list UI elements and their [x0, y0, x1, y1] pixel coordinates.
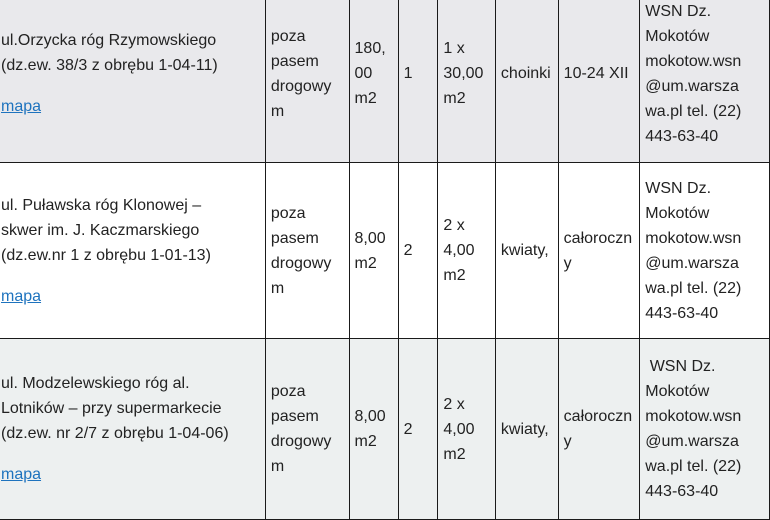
contact-line: 443-63-40	[645, 304, 719, 322]
placement-line: poza	[270, 383, 306, 400]
contact-line: WSN Dz.	[645, 358, 716, 375]
placement-line: pasem	[270, 408, 319, 425]
placement-line: m	[270, 458, 285, 475]
location-line: ul.Orzycka róg Rzymowskiego	[1, 32, 217, 49]
period-line: y	[563, 254, 572, 272]
area-line: m2	[354, 90, 377, 107]
placement-line: pasem	[270, 229, 319, 247]
map-link[interactable]: mapa	[1, 98, 42, 115]
size-line: 2 x	[443, 395, 465, 413]
location-line: skwer im. J. Kaczmarskiego	[1, 221, 200, 239]
placement-line: drogowy	[270, 254, 332, 272]
contact-line: @um.warsza	[645, 254, 739, 272]
contact-line: mokotow.wsn	[645, 52, 742, 70]
size-line: 4,00	[443, 420, 475, 438]
goods-value: choinki	[500, 65, 551, 82]
area-line: 00	[354, 65, 373, 82]
location-cell	[0, 163, 265, 339]
area-line: m2	[354, 254, 377, 272]
placement-cell	[265, 339, 349, 520]
placement-cell	[265, 163, 349, 339]
goods-cell	[495, 0, 558, 163]
size-cell	[438, 163, 496, 339]
size-line: 2 x	[443, 217, 465, 234]
area-cell	[349, 163, 398, 339]
goods-value: kwiaty,	[500, 420, 549, 438]
placement-line: poza	[270, 204, 306, 222]
placement-line: drogowy	[270, 433, 332, 450]
contact-line: Mokotów	[645, 204, 710, 222]
placement-line: pasem	[270, 52, 319, 70]
size-line: 30,00	[443, 65, 484, 82]
area-line: 8,00	[354, 408, 386, 425]
contact-line: 443-63-40	[645, 483, 719, 500]
location-line: (dz.ew. nr 2/7 z obrębu 1-04-06)	[1, 425, 229, 442]
contact-line: @um.warsza	[645, 433, 739, 450]
location-line: (dz.ew. 38/3 z obrębu 1-04-11)	[1, 57, 218, 74]
map-link[interactable]: mapa	[1, 466, 42, 483]
size-cell	[438, 0, 496, 163]
location-cell	[0, 339, 265, 520]
contact-line: Mokotów	[645, 383, 710, 400]
period-cell	[558, 163, 640, 339]
contact-line: wa.pl tel. (22)	[645, 102, 742, 120]
count-value: 2	[403, 420, 413, 438]
goods-cell	[495, 339, 558, 520]
count-cell	[398, 163, 438, 339]
placement-line: poza	[270, 27, 306, 45]
period-line: y	[563, 433, 572, 450]
contact-line: mokotow.wsn	[645, 229, 742, 247]
count-cell	[398, 339, 438, 520]
size-line: 4,00	[443, 242, 475, 259]
map-link[interactable]: mapa	[1, 287, 42, 305]
table-row	[0, 339, 770, 520]
size-line: 1 x	[443, 40, 465, 57]
contact-line: mokotow.wsn	[645, 408, 742, 425]
placement-line: drogowy	[270, 77, 332, 95]
period-line: 10-24 XII	[563, 65, 629, 82]
area-cell	[349, 0, 398, 163]
placement-line: m	[270, 102, 285, 120]
table-row	[0, 0, 770, 163]
location-line: ul. Puławska róg Klonowej –	[1, 196, 202, 214]
placement-cell	[265, 0, 349, 163]
area-cell	[349, 339, 398, 520]
location-line: Lotników – przy supermarkecie	[1, 400, 222, 417]
contact-line: 443-63-40	[645, 127, 719, 145]
period-line: całoroczn	[563, 229, 633, 247]
contact-cell	[640, 339, 770, 520]
period-cell	[558, 339, 640, 520]
goods-cell	[495, 163, 558, 339]
contact-line: @um.warsza	[645, 77, 739, 95]
location-line: ul. Modzelewskiego róg al.	[1, 375, 190, 392]
placement-line: m	[270, 279, 285, 297]
contact-cell	[640, 0, 770, 163]
count-value: 2	[403, 242, 413, 259]
contact-line: WSN Dz.	[645, 179, 712, 197]
size-line: m2	[443, 267, 466, 284]
contact-line: Mokotów	[645, 27, 710, 45]
size-cell	[438, 339, 496, 520]
goods-value: kwiaty,	[500, 242, 549, 259]
table-row	[0, 163, 770, 339]
contact-line: wa.pl tel. (22)	[645, 279, 742, 297]
contact-line: wa.pl tel. (22)	[645, 458, 742, 475]
count-value: 1	[403, 65, 413, 82]
size-line: m2	[443, 90, 466, 107]
area-line: 180,	[354, 40, 386, 57]
size-line: m2	[443, 445, 466, 463]
count-cell	[398, 0, 438, 163]
period-line: całoroczn	[563, 408, 633, 425]
area-line: m2	[354, 433, 377, 450]
contact-line: WSN Dz.	[645, 2, 712, 20]
contact-cell	[640, 163, 770, 339]
location-line: (dz.ew.nr 1 z obrębu 1-01-13)	[1, 246, 211, 264]
area-line: 8,00	[354, 229, 386, 247]
period-cell	[558, 0, 640, 163]
location-cell	[0, 0, 265, 163]
